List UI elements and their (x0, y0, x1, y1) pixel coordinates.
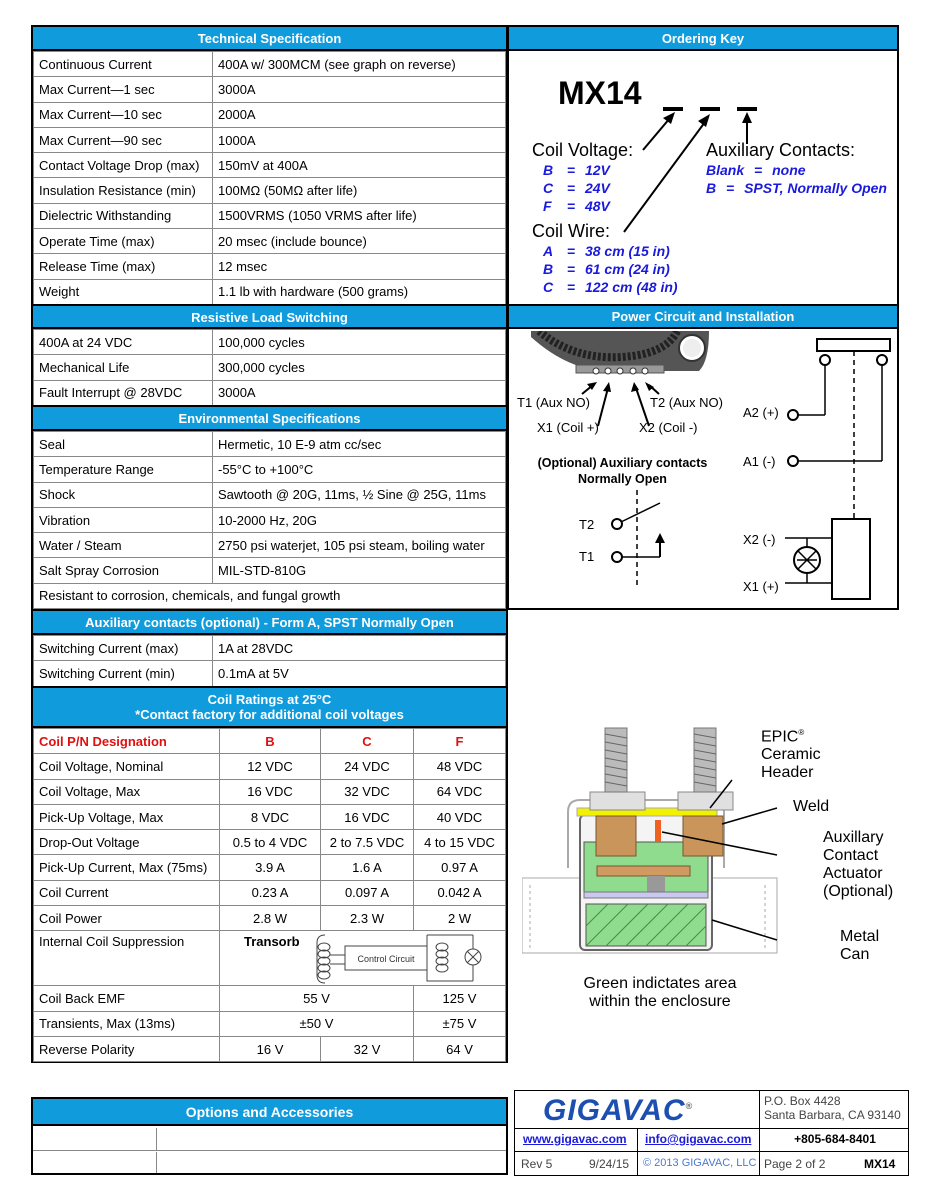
ordering-option (543, 260, 678, 278)
coil-reverse-polarity-value: 16 V (220, 1036, 321, 1061)
metal-can-label (840, 928, 879, 964)
spec-value: -55°C to +100°C (213, 457, 506, 482)
coil-rating-value: 48 VDC (414, 754, 506, 779)
email-link[interactable]: info@gigavac.com (645, 1132, 752, 1146)
ordering-option (543, 242, 678, 260)
spec-value: 0.1mA at 5V (213, 661, 506, 686)
environmental-row (34, 457, 506, 482)
coil-transients-row (34, 1011, 506, 1036)
option-value: 122 cm (48 in) (584, 279, 678, 295)
coil-rating-value: 8 VDC (220, 804, 321, 829)
header-label: Header (761, 764, 814, 782)
ordering-option (543, 179, 610, 197)
auxiliary-table (33, 635, 506, 687)
arrowhead (742, 112, 752, 123)
aux-label-4: (Optional) (823, 883, 894, 900)
spec-value: 2750 psi waterjet, 105 psi steam, boiling water (213, 533, 506, 558)
coil-transients-f: ±75 V (414, 1011, 506, 1036)
spec-value: 150mV at 400A (213, 153, 506, 178)
option-value: 24V (584, 180, 610, 196)
spec-value: 1500VRMS (1050 VRMS after life) (213, 203, 506, 228)
resistive-load-header: Resistive Load Switching (33, 304, 506, 329)
coil-ratings-title: Coil Ratings at 25°C (207, 692, 332, 707)
option-value: SPST, Normally Open (744, 180, 887, 196)
coil-transients-label: Transients, Max (13ms) (34, 1011, 220, 1036)
option-code: B (543, 162, 554, 178)
technical-spec-row (34, 178, 506, 203)
contact-bar (817, 339, 890, 351)
coil-back-emf-label: Coil Back EMF (34, 986, 220, 1011)
environmental-note: Resistant to corrosion, chemicals, and fungal growth (34, 583, 506, 608)
resistive-load-table (33, 329, 506, 406)
caption-line-1: Green indictates area (583, 975, 737, 992)
coil-rating-value: 1.6 A (321, 855, 414, 880)
coil-rating-value: 0.097 A (321, 880, 414, 905)
aux-label-1: Auxillary (823, 829, 884, 846)
spec-value: Sawtooth @ 20G, 11ms, ½ Sine @ 25G, 11ms (213, 482, 506, 507)
coil-wire-options (543, 242, 678, 296)
contact-plate (597, 866, 690, 876)
coil-designation-row (34, 729, 506, 754)
coil-rating-value: 0.23 A (220, 880, 321, 905)
option-equals: = (563, 279, 579, 295)
coil-reverse-polarity-value: 32 V (321, 1036, 414, 1061)
option-code: F (543, 198, 552, 214)
spec-label: Salt Spray Corrosion (34, 558, 213, 583)
ordering-option (706, 179, 887, 197)
coil-rating-row (34, 906, 506, 931)
footer-box (514, 1090, 909, 1176)
spec-label: Shock (34, 482, 213, 507)
suppression-circuit-diagram (315, 931, 505, 985)
option-equals: = (750, 162, 767, 178)
coil-rating-row (34, 880, 506, 905)
spec-value: Hermetic, 10 E-9 atm cc/sec (213, 432, 506, 457)
option-code: B (543, 261, 554, 277)
technical-spec-row (34, 52, 506, 77)
footer-row-divider (515, 1151, 908, 1152)
spec-value: 1A at 28VDC (213, 636, 506, 661)
resistive-load-row (34, 330, 506, 355)
resistive-load-row (34, 355, 506, 380)
label-x2-coil: X2 (Coil -) (639, 420, 698, 435)
option-value: none (772, 162, 806, 178)
ordering-option (543, 197, 610, 215)
footer-col-divider (637, 1128, 638, 1175)
terminal-block (590, 792, 645, 810)
coil-rating-value: 2 W (414, 906, 506, 931)
revision-date: 9/24/15 (589, 1157, 630, 1171)
options-row-2 (33, 1152, 506, 1173)
coil-suppression-label: Internal Coil Suppression (34, 931, 220, 986)
spec-value: 300,000 cycles (213, 355, 506, 380)
option-value: 12V (584, 162, 610, 178)
copyright: © 2013 GIGAVAC, LLC (643, 1157, 757, 1169)
aux-actuator (655, 820, 661, 842)
coil-rating-value: 12 VDC (220, 754, 321, 779)
option-equals: = (722, 180, 739, 196)
coil-designation-label: Coil P/N Designation (34, 729, 220, 754)
aux-title-line-2: Normally Open (578, 472, 667, 486)
footer-row-divider (515, 1128, 908, 1129)
t2-terminal (612, 519, 622, 529)
ceramic-label: Ceramic (761, 746, 821, 764)
coil-ratings-subtitle: *Contact factory for additional coil voltages (135, 707, 404, 722)
technical-spec-row (34, 254, 506, 279)
coil-suppression-row (34, 931, 506, 986)
coil-back-emf-row (34, 986, 506, 1011)
environmental-row (34, 533, 506, 558)
option-equals: = (563, 243, 579, 259)
coil-rating-label: Coil Power (34, 906, 220, 931)
spec-label: Max Current—1 sec (34, 77, 213, 102)
coil-rating-label: Drop-Out Voltage (34, 830, 220, 855)
gigavac-logo: GIGAVAC® (543, 1094, 694, 1127)
technical-spec-row (34, 279, 506, 304)
environmental-note-row (34, 583, 506, 608)
spec-label: Max Current—90 sec (34, 127, 213, 152)
aux-actuator-label (823, 829, 893, 901)
coil-rating-value: 64 VDC (414, 779, 506, 804)
technical-spec-row (34, 229, 506, 254)
coil-col-c: C (321, 729, 414, 754)
spec-label: Release Time (max) (34, 254, 213, 279)
ordering-key-header: Ordering Key (509, 27, 897, 51)
coil-rating-value: 0.042 A (414, 880, 506, 905)
arrowhead (663, 112, 675, 124)
terminal-block (678, 792, 733, 810)
coil-rating-value: 2 to 7.5 VDC (321, 830, 414, 855)
option-code: C (543, 279, 554, 295)
coil-box (832, 519, 870, 599)
ordering-option (543, 161, 610, 179)
aux-contacts-title (515, 455, 730, 487)
label-x1: X1 (+) (743, 579, 779, 594)
spec-label: Temperature Range (34, 457, 213, 482)
aux-contacts-options (706, 161, 887, 197)
auxiliary-row (34, 636, 506, 661)
spec-value: 400A w/ 300MCM (see graph on reverse) (213, 52, 506, 77)
environmental-row (34, 482, 506, 507)
option-value: 61 cm (24 in) (584, 261, 670, 277)
coil-green-hatched (586, 904, 706, 946)
arrowhead (698, 114, 710, 127)
label-t1-aux: T1 (Aux NO) (517, 395, 590, 410)
environmental-header: Environmental Specifications (33, 405, 506, 431)
spec-label: Seal (34, 432, 213, 457)
coil-rating-value: 40 VDC (414, 804, 506, 829)
arrow-wire (624, 122, 705, 232)
options-header: Options and Accessories (33, 1099, 506, 1126)
spec-value: 20 msec (include bounce) (213, 229, 506, 254)
ordering-option (543, 278, 678, 296)
spec-label: Weight (34, 279, 213, 304)
coil-rating-value: 32 VDC (321, 779, 414, 804)
caption-line-2: within the enclosure (589, 993, 731, 1010)
environmental-row (34, 558, 506, 583)
aux-switch-diagram (600, 490, 680, 585)
arrow-voltage (643, 118, 670, 150)
label-t2-aux: T2 (Aux NO) (650, 395, 723, 410)
transorb-label: Transorb (244, 934, 300, 950)
label-a1: A1 (-) (743, 454, 776, 469)
option-value: 38 cm (15 in) (584, 243, 670, 259)
a2-terminal (788, 410, 798, 420)
auxiliary-header: Auxiliary contacts (optional) - Form A, SPST Normally Open (33, 609, 506, 635)
aux-title-line-1: (Optional) Auxiliary contacts (537, 456, 708, 470)
aux-label-3: Actuator (823, 865, 883, 882)
epic-label: EPIC® (761, 728, 805, 746)
coil-transients-bc: ±50 V (220, 1011, 414, 1036)
aux-label-2: Contact (823, 847, 879, 864)
coil-reverse-polarity-value: 64 V (414, 1036, 506, 1061)
options-divider (156, 1152, 157, 1173)
coil-col-f: F (414, 729, 506, 754)
coil-rating-value: 2.8 W (220, 906, 321, 931)
spec-label: Contact Voltage Drop (max) (34, 153, 213, 178)
environmental-row (34, 507, 506, 532)
spec-label: Vibration (34, 507, 213, 532)
metal-label: Metal (840, 928, 880, 945)
revision: Rev 5 (521, 1157, 553, 1171)
address (764, 1094, 901, 1122)
epic-ceramic-header-label (761, 724, 821, 782)
spec-label: Fault Interrupt @ 28VDC (34, 380, 213, 405)
label-t2: T2 (579, 517, 595, 532)
spec-value: 12 msec (213, 254, 506, 279)
technical-spec-row (34, 77, 506, 102)
option-equals: = (563, 261, 579, 277)
spec-label: Max Current—10 sec (34, 102, 213, 127)
option-equals: = (563, 198, 579, 214)
coil-rating-value: 24 VDC (321, 754, 414, 779)
coil-suppression-value-cell (220, 931, 506, 986)
spec-value: 1000A (213, 127, 506, 152)
coil-rating-row (34, 754, 506, 779)
spec-label: Insulation Resistance (min) (34, 178, 213, 203)
coil-voltage-options (543, 161, 610, 215)
technical-spec-header: Technical Specification (33, 27, 506, 51)
spec-label: Mechanical Life (34, 355, 213, 380)
spec-value: 3000A (213, 77, 506, 102)
spec-label: Operate Time (max) (34, 229, 213, 254)
mount-hole-inner (683, 339, 701, 357)
option-equals: = (563, 180, 579, 196)
coil-rating-value: 4 to 15 VDC (414, 830, 506, 855)
coil-wire-label: Coil Wire: (532, 221, 611, 241)
spec-value: 3000A (213, 380, 506, 405)
environmental-table (33, 431, 506, 609)
website-link[interactable]: www.gigavac.com (523, 1132, 627, 1146)
options-row-1 (33, 1128, 506, 1151)
relay-cutaway-illustration (522, 720, 782, 960)
spec-label: Dielectric Withstanding (34, 203, 213, 228)
weld-label: Weld (793, 798, 830, 815)
cutaway-caption (560, 975, 760, 1011)
power-circuit-header: Power Circuit and Installation (509, 306, 897, 329)
technical-spec-row (34, 102, 506, 127)
can-label: Can (840, 946, 870, 963)
spec-label: Water / Steam (34, 533, 213, 558)
aux-contacts-label: Auxiliary Contacts: (706, 140, 856, 160)
option-code: C (543, 180, 554, 196)
coil-rating-row (34, 855, 506, 880)
coil-col-b: B (220, 729, 321, 754)
spec-label: Continuous Current (34, 52, 213, 77)
coil-rating-label: Pick-Up Voltage, Max (34, 804, 220, 829)
environmental-row (34, 432, 506, 457)
option-code: A (543, 243, 554, 259)
model-number: MX14 (864, 1157, 896, 1171)
coil-ratings-table (33, 728, 506, 1062)
label-a2: A2 (+) (743, 405, 779, 420)
spec-label: Switching Current (min) (34, 661, 213, 686)
spec-value: 100MΩ (50MΩ after life) (213, 178, 506, 203)
coil-back-emf-f: 125 V (414, 986, 506, 1011)
option-code: Blank (706, 162, 745, 178)
coil-ratings-header (33, 686, 506, 728)
coil-voltage-label: Coil Voltage: (532, 140, 634, 160)
coil-rating-label: Coil Current (34, 880, 220, 905)
spec-label: 400A at 24 VDC (34, 330, 213, 355)
coil-rating-value: 2.3 W (321, 906, 414, 931)
coil-rating-value: 0.5 to 4 VDC (220, 830, 321, 855)
coil-rating-label: Pick-Up Current, Max (75ms) (34, 855, 220, 880)
label-x1-coil: X1 (Coil +) (537, 420, 599, 435)
part-number: MX14 (558, 75, 642, 111)
auxiliary-row (34, 661, 506, 686)
option-value: 48V (584, 198, 610, 214)
option-equals: = (563, 162, 579, 178)
coil-rating-value: 16 VDC (220, 779, 321, 804)
t1-terminal (612, 552, 622, 562)
technical-spec-table (33, 51, 506, 305)
spec-value: 2000A (213, 102, 506, 127)
a1-terminal (788, 456, 798, 466)
spec-value: MIL-STD-810G (213, 558, 506, 583)
coil-rating-row (34, 779, 506, 804)
coil-reverse-polarity-label: Reverse Polarity (34, 1036, 220, 1061)
coil-rating-row (34, 830, 506, 855)
coil-rating-value: 16 VDC (321, 804, 414, 829)
option-code: B (706, 180, 717, 196)
coil-rating-label: Coil Voltage, Max (34, 779, 220, 804)
spec-value: 10-2000 Hz, 20G (213, 507, 506, 532)
address-line-1: P.O. Box 4428 (764, 1094, 841, 1108)
technical-spec-row (34, 127, 506, 152)
technical-spec-row (34, 203, 506, 228)
phone: +805-684-8401 (794, 1132, 876, 1146)
spec-value: 100,000 cycles (213, 330, 506, 355)
ordering-option (706, 161, 887, 179)
label-t1: T1 (579, 549, 595, 564)
coil-rating-value: 3.9 A (220, 855, 321, 880)
label-x2: X2 (-) (743, 532, 776, 547)
resistive-load-row (34, 380, 506, 405)
coil-rating-row (34, 804, 506, 829)
options-divider (156, 1128, 157, 1150)
control-circuit-label: Control Circuit (357, 954, 415, 965)
coil-back-emf-bc: 55 V (220, 986, 414, 1011)
coil-rating-value: 0.97 A (414, 855, 506, 880)
coil-rating-label: Coil Voltage, Nominal (34, 754, 220, 779)
power-contact-diagram (780, 335, 898, 605)
spec-label: Switching Current (max) (34, 636, 213, 661)
spec-value: 1.1 lb with hardware (500 grams) (213, 279, 506, 304)
page-number: Page 2 of 2 (764, 1157, 826, 1171)
address-line-2: Santa Barbara, CA 93140 (764, 1108, 901, 1122)
technical-spec-row (34, 153, 506, 178)
coil-reverse-polarity-row (34, 1036, 506, 1061)
